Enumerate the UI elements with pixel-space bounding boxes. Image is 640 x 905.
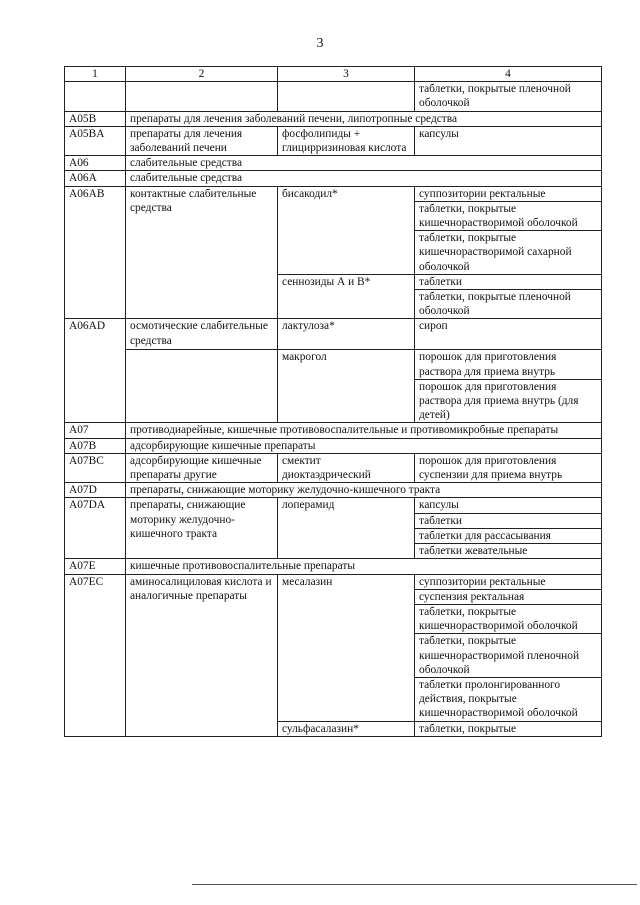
form-cell: таблетки <box>415 274 602 289</box>
form-cell: порошок для приготовления суспензии для приема внутрь <box>415 453 602 482</box>
name-cell: адсорбирующие кишечные препараты другие <box>126 453 278 482</box>
drug-cell: сульфасалазин* <box>278 721 415 736</box>
form-cell: порошок для приготовления раствора для приема внутрь (для детей) <box>415 379 602 423</box>
code-cell: A06 <box>65 156 126 171</box>
name-cell: контактные слабительные средства <box>126 186 278 319</box>
table-row <box>65 126 602 155</box>
table-row <box>65 453 602 482</box>
code-cell: A06AD <box>65 319 126 350</box>
drug-cell: фосфолипиды + глицирризиновая кислота <box>278 126 415 155</box>
form-cell: суппозитории ректальные <box>415 574 602 589</box>
table-row <box>65 319 602 350</box>
form-cell: таблетки, покрытые пленочной оболочкой <box>415 290 602 319</box>
form-cell: таблетки, покрытые кишечнорастворимой оболочкой <box>415 604 602 633</box>
page-number: 3 <box>316 36 324 51</box>
form-cell: порошок для приготовления раствора для приема внутрь <box>415 350 602 379</box>
code-cell: A07BC <box>65 453 126 482</box>
name-cell <box>126 82 278 111</box>
code-cell: A05B <box>65 111 126 126</box>
code-cell: A07D <box>65 483 126 498</box>
code-cell: A07E <box>65 559 126 574</box>
drug-cell: лоперамид <box>278 498 415 559</box>
code-cell: A07B <box>65 438 126 453</box>
table-row <box>65 350 602 379</box>
name-cell: аминосалициловая кислота и аналогичные препараты <box>126 574 278 736</box>
header-row <box>65 67 602 82</box>
name-cell: слабительные средства <box>126 156 602 171</box>
code-cell: A06AB <box>65 186 126 319</box>
table-row <box>65 574 602 589</box>
header-col-2: 2 <box>126 67 278 82</box>
name-cell: препараты для лечения заболеваний печени <box>126 126 278 155</box>
form-cell: таблетки, покрытые кишечнорастворимой сахарной оболочкой <box>415 231 602 275</box>
drug-table <box>64 66 602 737</box>
form-cell: капсулы <box>415 498 602 513</box>
table-row <box>65 423 602 438</box>
form-cell: таблетки <box>415 513 602 528</box>
name-cell: препараты для лечения заболеваний печени, липотропные средства <box>126 111 602 126</box>
table-row <box>65 559 602 574</box>
code-cell: A07 <box>65 423 126 438</box>
code-cell <box>65 350 126 423</box>
page-bottom-rule <box>192 884 637 885</box>
drug-cell <box>278 82 415 111</box>
form-cell: таблетки для рассасывания <box>415 528 602 543</box>
table-row <box>65 171 602 186</box>
name-cell: кишечные противовоспалительные препараты <box>126 559 602 574</box>
name-cell <box>126 350 278 423</box>
code-cell: A06A <box>65 171 126 186</box>
form-cell: суппозитории ректальные <box>415 186 602 201</box>
form-cell: суспензия ректальная <box>415 589 602 604</box>
drug-cell: смектит диоктаэдрический <box>278 453 415 482</box>
table-row <box>65 82 602 111</box>
form-cell: таблетки пролонгированного действия, покрытые кишечнорастворимой оболочкой <box>415 677 602 721</box>
form-cell: сироп <box>415 319 602 350</box>
form-cell: таблетки, покрытые пленочной оболочкой <box>415 82 602 111</box>
name-cell: осмотические слабительные средства <box>126 319 278 350</box>
name-cell: слабительные средства <box>126 171 602 186</box>
table-row <box>65 438 602 453</box>
name-cell: противодиарейные, кишечные противовоспалительные и противомикробные препараты <box>126 423 602 438</box>
code-cell: A07DA <box>65 498 126 559</box>
drug-cell: сеннозиды А и В* <box>278 274 415 319</box>
form-cell: капсулы <box>415 126 602 155</box>
drug-cell: бисакодил* <box>278 186 415 274</box>
name-cell: препараты, снижающие моторику желудочно-кишечного тракта <box>126 483 602 498</box>
name-cell: препараты, снижающие моторику желудочно-кишечного тракта <box>126 498 278 559</box>
code-cell: A05BA <box>65 126 126 155</box>
form-cell: таблетки, покрытые <box>415 721 602 736</box>
table-row <box>65 156 602 171</box>
name-cell: адсорбирующие кишечные препараты <box>126 438 602 453</box>
table-row <box>65 498 602 513</box>
header-col-1: 1 <box>65 67 126 82</box>
table-row <box>65 111 602 126</box>
header-col-3: 3 <box>278 67 415 82</box>
table-row <box>65 186 602 201</box>
form-cell: таблетки, покрытые кишечнорастворимой пленочной оболочкой <box>415 634 602 678</box>
drug-cell: лактулоза* <box>278 319 415 350</box>
drug-cell: макрогол <box>278 350 415 423</box>
code-cell <box>65 82 126 111</box>
form-cell: таблетки жевательные <box>415 544 602 559</box>
drug-cell: месалазин <box>278 574 415 721</box>
form-cell: таблетки, покрытые кишечнорастворимой оболочкой <box>415 201 602 230</box>
header-col-4: 4 <box>415 67 602 82</box>
table-row <box>65 483 602 498</box>
code-cell: A07EC <box>65 574 126 736</box>
